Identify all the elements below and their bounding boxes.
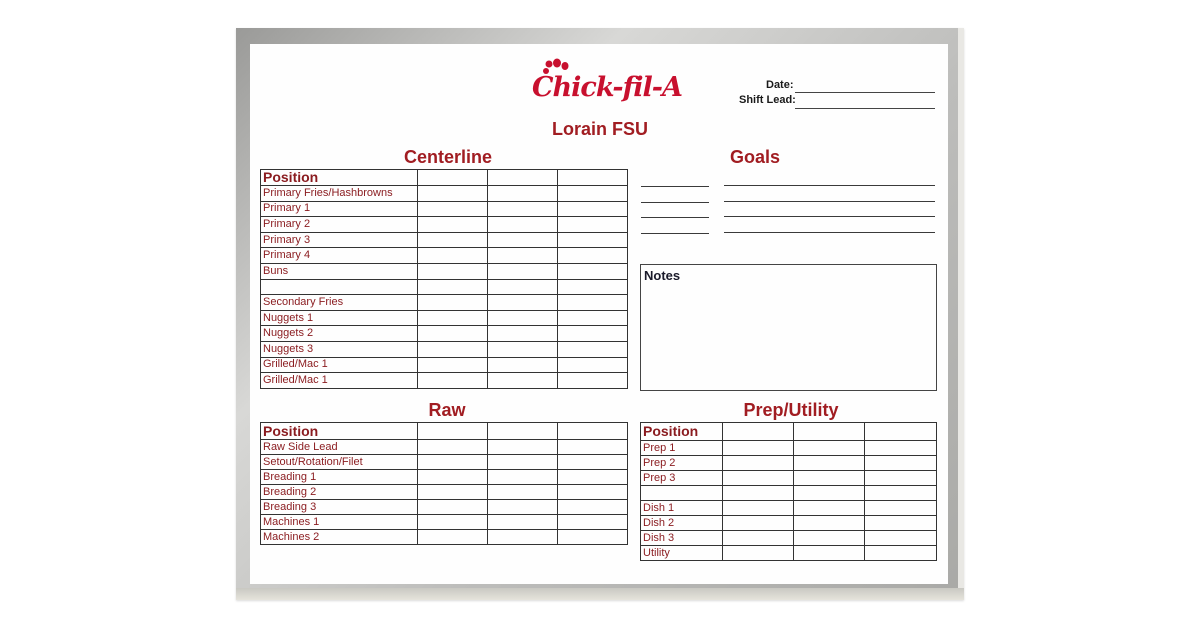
shift-column-header-cell[interactable] [794, 423, 865, 441]
assignment-cell[interactable] [723, 516, 794, 531]
assignment-cell[interactable] [794, 471, 865, 486]
assignment-cell[interactable] [488, 295, 558, 311]
assignment-cell[interactable] [723, 531, 794, 546]
brand-logo [532, 58, 682, 118]
goal-long-line[interactable] [724, 232, 935, 233]
assignment-cell[interactable] [418, 310, 488, 326]
position-label: Dish 1 [641, 501, 723, 516]
position-label: Raw Side Lead [261, 440, 418, 455]
raw-row [261, 515, 628, 530]
assignment-cell[interactable] [418, 326, 488, 342]
assignment-cell[interactable] [723, 501, 794, 516]
assignment-cell[interactable] [558, 357, 628, 373]
assignment-cell[interactable] [418, 201, 488, 217]
whiteboard-frame-right-edge [958, 28, 964, 600]
assignment-cell[interactable] [488, 279, 558, 295]
assignment-cell[interactable] [558, 373, 628, 389]
position-label: Machines 2 [261, 530, 418, 545]
position-label: Secondary Fries [261, 295, 418, 311]
centerline-row [261, 326, 628, 342]
assignment-cell[interactable] [488, 310, 558, 326]
centerline-header-row [261, 170, 628, 186]
position-label: Primary 4 [261, 248, 418, 264]
assignment-cell[interactable] [488, 530, 558, 545]
position-header: Position [261, 423, 418, 440]
assignment-cell[interactable] [865, 531, 937, 546]
position-label: Grilled/Mac 1 [261, 357, 418, 373]
assignment-cell[interactable] [794, 441, 865, 456]
position-label: Dish 3 [641, 531, 723, 546]
assignment-cell[interactable] [418, 186, 488, 202]
shift-column-header-cell[interactable] [723, 423, 794, 441]
assignment-cell[interactable] [723, 471, 794, 486]
position-label: Breading 2 [261, 485, 418, 500]
centerline-row [261, 357, 628, 373]
assignment-cell[interactable] [418, 530, 488, 545]
shift-column-header-cell[interactable] [558, 423, 628, 440]
raw-row [261, 455, 628, 470]
position-label: Utility [641, 546, 723, 561]
position-label: Machines 1 [261, 515, 418, 530]
prep-row [641, 471, 937, 486]
centerline-row [261, 201, 628, 217]
prep-row [641, 456, 937, 471]
notes-label: Notes [644, 268, 681, 283]
position-label: Prep 1 [641, 441, 723, 456]
assignment-cell[interactable] [865, 516, 937, 531]
position-label: Breading 1 [261, 470, 418, 485]
assignment-cell[interactable] [488, 326, 558, 342]
date-label: Date: [766, 79, 794, 91]
position-label: Prep 3 [641, 471, 723, 486]
assignment-cell[interactable] [488, 373, 558, 389]
centerline-row [261, 263, 628, 279]
goals-title: Goals [729, 147, 781, 167]
raw-table [260, 422, 628, 545]
shift-column-header-cell[interactable] [488, 170, 558, 186]
centerline-row [261, 295, 628, 311]
goal-short-line[interactable] [641, 202, 709, 203]
assignment-cell[interactable] [794, 456, 865, 471]
prep-row [641, 531, 937, 546]
location-name: Lorain FSU [551, 119, 648, 139]
centerline-title: Centerline [403, 147, 493, 167]
assignment-cell[interactable] [558, 515, 628, 530]
assignment-cell[interactable] [488, 440, 558, 455]
assignment-cell[interactable] [488, 515, 558, 530]
goal-short-line[interactable] [641, 233, 709, 234]
assignment-cell[interactable] [418, 470, 488, 485]
prep-utility-table [640, 422, 937, 561]
assignment-cell[interactable] [488, 341, 558, 357]
assignment-cell[interactable] [865, 486, 937, 501]
assignment-cell[interactable] [418, 279, 488, 295]
assignment-cell[interactable] [723, 456, 794, 471]
assignment-cell[interactable] [794, 486, 865, 501]
shift-column-header-cell[interactable] [558, 170, 628, 186]
raw-row [261, 440, 628, 455]
assignment-cell[interactable] [794, 531, 865, 546]
assignment-cell[interactable] [558, 217, 628, 233]
assignment-cell[interactable] [723, 441, 794, 456]
position-label: Grilled/Mac 1 [261, 373, 418, 389]
assignment-cell[interactable] [558, 232, 628, 248]
assignment-cell[interactable] [558, 500, 628, 515]
raw-title: Raw [428, 400, 466, 420]
assignment-cell[interactable] [865, 501, 937, 516]
assignment-cell[interactable] [418, 440, 488, 455]
assignment-cell[interactable] [418, 485, 488, 500]
raw-row [261, 470, 628, 485]
notes-box[interactable] [640, 264, 937, 391]
assignment-cell[interactable] [558, 470, 628, 485]
assignment-cell[interactable] [418, 500, 488, 515]
shift-column-header-cell[interactable] [418, 423, 488, 440]
centerline-row [261, 232, 628, 248]
assignment-cell[interactable] [723, 486, 794, 501]
assignment-cell[interactable] [558, 440, 628, 455]
centerline-row [261, 217, 628, 233]
assignment-cell[interactable] [558, 455, 628, 470]
centerline-row [261, 279, 628, 295]
assignment-cell[interactable] [488, 186, 558, 202]
position-label: Primary 2 [261, 217, 418, 233]
goal-short-line[interactable] [641, 217, 709, 218]
assignment-cell[interactable] [558, 201, 628, 217]
assignment-cell[interactable] [865, 546, 937, 561]
goal-long-line[interactable] [724, 185, 935, 186]
position-label [641, 486, 723, 501]
assignment-cell[interactable] [418, 217, 488, 233]
assignment-cell[interactable] [558, 310, 628, 326]
shift-lead-field[interactable] [795, 108, 935, 109]
centerline-row [261, 341, 628, 357]
position-label: Primary 1 [261, 201, 418, 217]
centerline-row [261, 248, 628, 264]
assignment-cell[interactable] [488, 248, 558, 264]
shift-column-header-cell[interactable] [488, 423, 558, 440]
goal-long-line[interactable] [724, 216, 935, 217]
raw-row [261, 530, 628, 545]
position-label: Nuggets 1 [261, 310, 418, 326]
position-label: Nuggets 2 [261, 326, 418, 342]
assignment-cell[interactable] [865, 471, 937, 486]
assignment-cell[interactable] [418, 341, 488, 357]
assignment-cell[interactable] [488, 455, 558, 470]
assignment-cell[interactable] [558, 326, 628, 342]
assignment-cell[interactable] [488, 263, 558, 279]
raw-row [261, 500, 628, 515]
assignment-cell[interactable] [418, 373, 488, 389]
assignment-cell[interactable] [418, 248, 488, 264]
position-header: Position [261, 170, 418, 186]
position-label: Buns [261, 263, 418, 279]
assignment-cell[interactable] [558, 248, 628, 264]
shift-lead-label: Shift Lead: [739, 94, 796, 106]
goal-long-line[interactable] [724, 201, 935, 202]
assignment-cell[interactable] [418, 295, 488, 311]
assignment-cell[interactable] [418, 263, 488, 279]
assignment-cell[interactable] [418, 455, 488, 470]
assignment-cell[interactable] [558, 263, 628, 279]
assignment-cell[interactable] [488, 470, 558, 485]
position-label: Breading 3 [261, 500, 418, 515]
prep-row [641, 516, 937, 531]
assignment-cell[interactable] [794, 546, 865, 561]
position-label: Dish 2 [641, 516, 723, 531]
position-label: Primary 3 [261, 232, 418, 248]
marker-tray [236, 588, 964, 600]
assignment-cell[interactable] [558, 485, 628, 500]
brand-wordmark: Chick-fil-A [532, 72, 682, 103]
centerline-row [261, 186, 628, 202]
position-header: Position [641, 423, 723, 441]
assignment-cell[interactable] [865, 456, 937, 471]
date-field[interactable] [795, 92, 935, 93]
goal-short-line[interactable] [641, 186, 709, 187]
assignment-cell[interactable] [488, 217, 558, 233]
assignment-cell[interactable] [488, 485, 558, 500]
assignment-cell[interactable] [865, 441, 937, 456]
prep-row [641, 501, 937, 516]
assignment-cell[interactable] [794, 501, 865, 516]
assignment-cell[interactable] [418, 232, 488, 248]
position-label [261, 279, 418, 295]
assignment-cell[interactable] [558, 341, 628, 357]
prep-row [641, 441, 937, 456]
prep-header-row [641, 423, 937, 441]
centerline-row [261, 310, 628, 326]
assignment-cell[interactable] [488, 232, 558, 248]
assignment-cell[interactable] [488, 357, 558, 373]
prep-utility-title: Prep/Utility [743, 400, 839, 420]
assignment-cell[interactable] [418, 515, 488, 530]
assignment-cell[interactable] [558, 186, 628, 202]
assignment-cell[interactable] [488, 201, 558, 217]
assignment-cell[interactable] [418, 357, 488, 373]
assignment-cell[interactable] [488, 500, 558, 515]
raw-row [261, 485, 628, 500]
assignment-cell[interactable] [558, 530, 628, 545]
position-label: Primary Fries/Hashbrowns [261, 186, 418, 202]
centerline-table [260, 169, 628, 389]
position-label: Prep 2 [641, 456, 723, 471]
assignment-cell[interactable] [723, 546, 794, 561]
prep-row [641, 486, 937, 501]
centerline-row [261, 373, 628, 389]
shift-column-header-cell[interactable] [418, 170, 488, 186]
assignment-cell[interactable] [558, 279, 628, 295]
raw-header-row [261, 423, 628, 440]
shift-column-header-cell[interactable] [865, 423, 937, 441]
position-label: Nuggets 3 [261, 341, 418, 357]
assignment-cell[interactable] [558, 295, 628, 311]
prep-row [641, 546, 937, 561]
position-label: Setout/Rotation/Filet [261, 455, 418, 470]
assignment-cell[interactable] [794, 516, 865, 531]
